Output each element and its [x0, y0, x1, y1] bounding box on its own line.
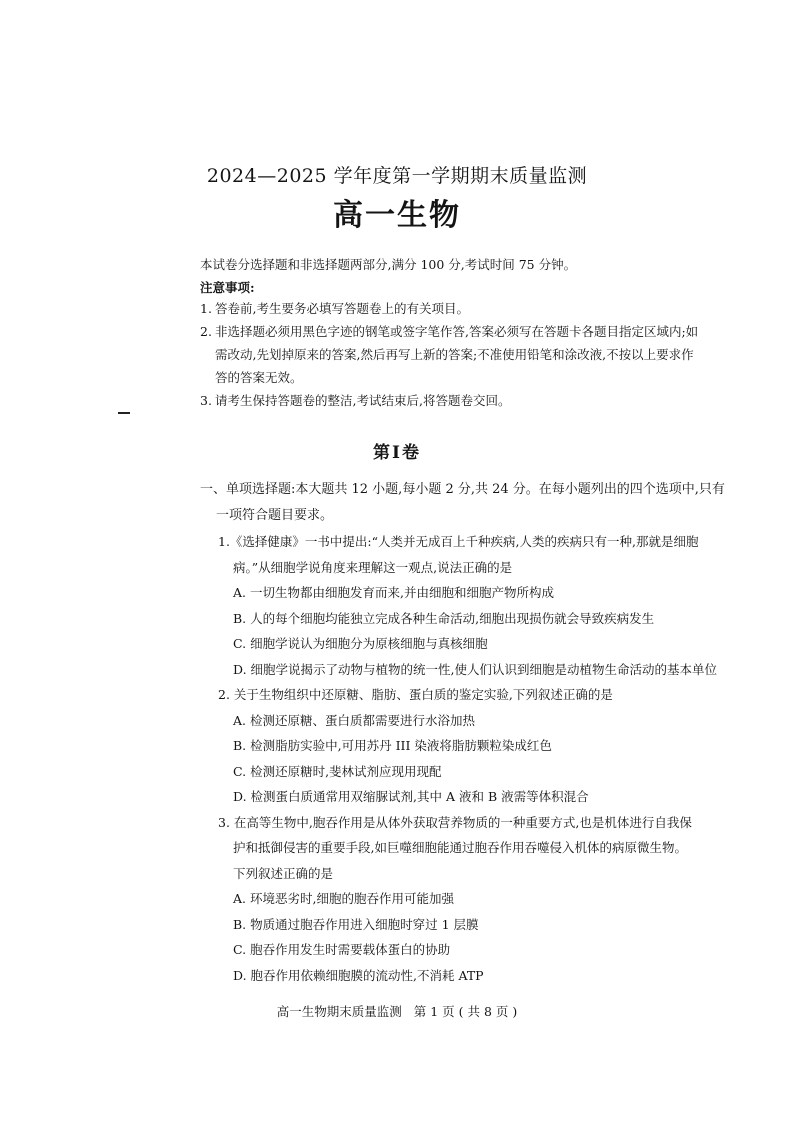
- notice-item-text: 需改动,先划掉原来的答案,然后再写上新的答案;不准使用铅笔和涂改液,不按以上要求作: [215, 347, 694, 362]
- option-a: A. 环境恶劣时,细胞的胞吞作用可能加强: [233, 891, 454, 906]
- option-a: A. 一切生物都由细胞发育而来,并由细胞和细胞产物所构成: [233, 585, 554, 600]
- option-b: B. 检测脂肪实验中,可用苏丹 III 染液将脂肪颗粒染成红色: [233, 738, 552, 753]
- footer-exam-name: 高一生物期末质量监测: [276, 1004, 402, 1019]
- notice-item: [200, 297, 710, 320]
- scan-edge-mark: [118, 412, 130, 414]
- page-footer: [0, 1002, 794, 1020]
- notice-item-text: 答的答案无效。: [215, 370, 303, 385]
- notice-item-number: 1.: [200, 301, 212, 316]
- question-stem-line: 2. 关于生物组织中还原糖、脂肪、蛋白质的鉴定实验,下列叙述正确的是: [218, 687, 613, 702]
- exam-intro: 本试卷分选择题和非选择题两部分,满分 100 分,考试时间 75 分钟。: [200, 257, 577, 272]
- question-stem: [218, 529, 718, 580]
- option-c: C. 检测还原糖时,斐林试剂应现用现配: [233, 763, 442, 779]
- question-stem-line: 病。”从细胞学说角度来理解这一观点,说法正确的是: [233, 559, 513, 575]
- notice-item-text: 答卷前,考生要务必填写答题卷上的有关项目。: [215, 301, 469, 316]
- question-stem-line: 下列叙述正确的是: [233, 865, 334, 881]
- option-d: D. 胞吞作用依赖细胞膜的流动性,不消耗 ATP: [233, 967, 484, 983]
- notice-item-text: 非选择题必须用黑色字迹的钢笔或签字笔作答,答案必须写在答题卡各题目指定区域内;如: [215, 324, 699, 339]
- question-2: [218, 682, 718, 810]
- question-stem-line: 3. 在高等生物中,胞吞作用是从体外获取营养物质的一种重要方式,也是机体进行自我保: [218, 814, 692, 830]
- question-3: [218, 810, 718, 989]
- notice-item-number: 2.: [200, 324, 212, 339]
- notice-item: [200, 320, 710, 389]
- question-list: [218, 529, 718, 988]
- section-heading-line: 一、单项选择题:本大题共 12 小题,每小题 2 分,共 24 分。在每小题列出的四个选项中,只有: [200, 482, 725, 497]
- section-heading-line: 一项符合题目要求。: [216, 508, 334, 523]
- notice-list: [200, 297, 710, 412]
- footer-page-number: 第 1 页 ( 共 8 页 ): [413, 1004, 518, 1019]
- question-stem: [218, 682, 718, 708]
- subject-title: 高一生物: [333, 198, 461, 233]
- option-b: B. 物质通过胞吞作用进入细胞时穿过 1 层膜: [233, 916, 479, 932]
- notice-item-text: 请考生保持答题卷的整洁,考试结束后,将答题卷交回。: [215, 393, 511, 408]
- question-stem-line: 护和抵御侵害的重要手段,如巨噬细胞能通过胞吞作用吞噬侵入机体的病原微生物。: [233, 840, 687, 855]
- notice-title: 注意事项:: [200, 280, 255, 295]
- part-title: 第Ⅰ卷: [373, 443, 421, 463]
- option-d: D. 细胞学说揭示了动物与植物的统一性,使人们认识到细胞是动植物生命活动的基本单位: [233, 661, 717, 677]
- option-a: A. 检测还原糖、蛋白质都需要进行水浴加热: [233, 712, 475, 728]
- question-stem-line: 1.《选择健康》一书中提出:“人类并无成百上千种疾病,人类的疾病只有一种,那就是细胞: [218, 534, 699, 549]
- notice-item: [200, 389, 710, 412]
- option-d: D. 检测蛋白质通常用双缩脲试剂,其中 A 液和 B 液需等体积混合: [233, 789, 589, 804]
- option-b: B. 人的每个细胞均能独立完成各种生命活动,细胞出现损伤就会导致疾病发生: [233, 610, 655, 626]
- option-c: C. 细胞学说认为细胞分为原核细胞与真核细胞: [233, 636, 488, 651]
- question-1: [218, 529, 718, 682]
- option-c: C. 胞吞作用发生时需要载体蛋白的协助: [233, 942, 451, 957]
- notice-item-number: 3.: [200, 393, 212, 408]
- question-stem: [218, 810, 718, 887]
- section-heading: [200, 477, 725, 529]
- exam-title: 2024—2025 学年度第一学期期末质量监测: [206, 165, 588, 187]
